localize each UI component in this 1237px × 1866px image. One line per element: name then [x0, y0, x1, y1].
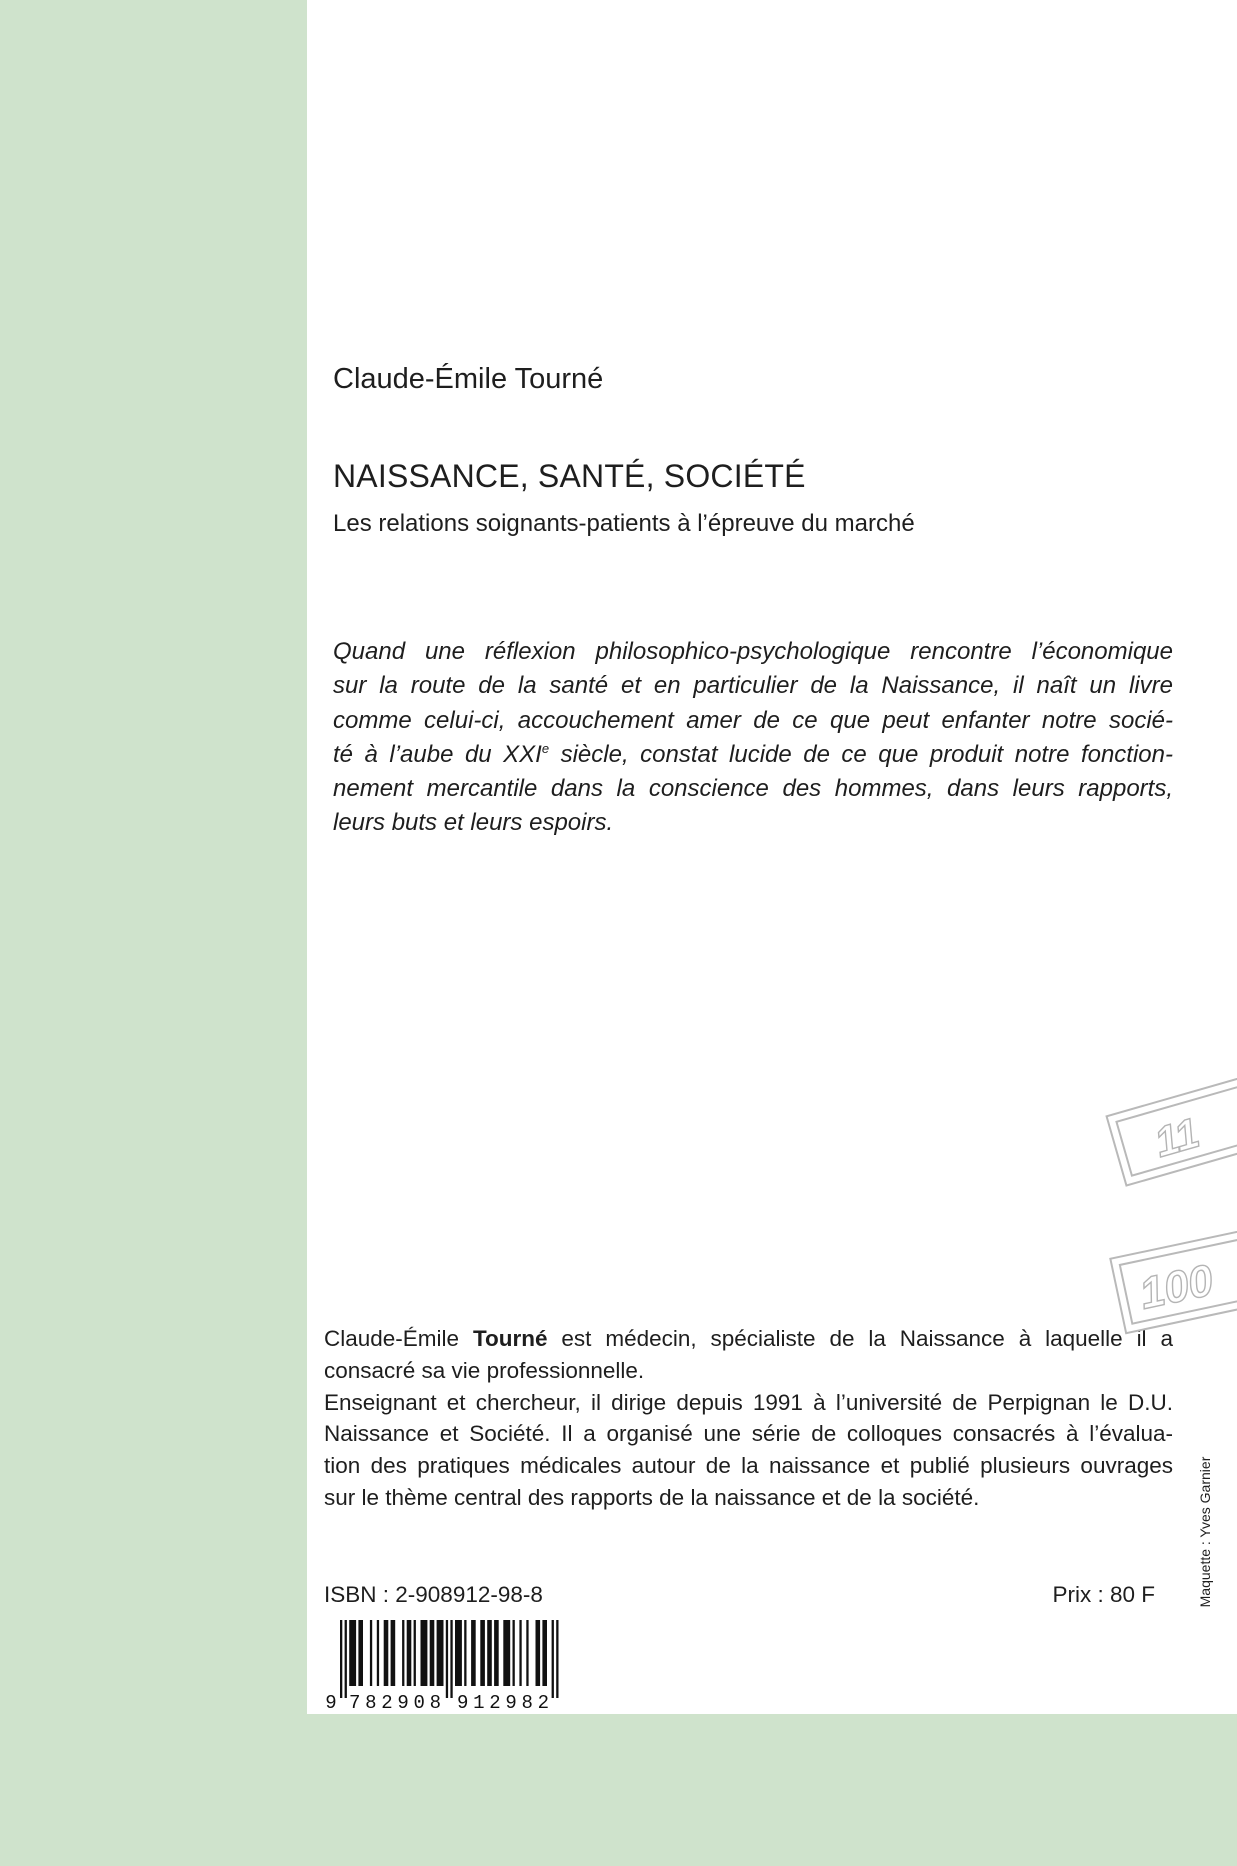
barcode-bar — [503, 1620, 510, 1686]
barcode-digits-right: 912982 — [457, 1692, 549, 1714]
barcode-bar — [542, 1620, 547, 1686]
barcode-bar — [455, 1620, 462, 1686]
barcode-bar — [494, 1620, 499, 1686]
bio-line-rest: est médecin, spécialiste de la Naissance à laquelle il a — [561, 1326, 1173, 1351]
barcode-bar — [430, 1620, 435, 1686]
barcode-bar — [450, 1620, 452, 1698]
barcode-bar — [437, 1620, 444, 1686]
barcode-bar — [519, 1620, 521, 1686]
barcode-bar — [370, 1620, 372, 1686]
blurb-line-end: siècle, constat lucide de ce que produit notre fonction- — [549, 740, 1173, 768]
bio-line: tion des pratiques médicales autour de la naissance et publié plusieurs ouvrages — [324, 1453, 1173, 1479]
barcode-bar — [487, 1620, 492, 1686]
stamp-bottom-number: 100 — [1135, 1255, 1218, 1319]
barcode-bar — [556, 1620, 558, 1698]
century-superscript: e — [541, 740, 550, 756]
bio-line: Enseignant et chercheur, il dirige depuis 1991 à l’université de Perpignan le D.U. — [324, 1389, 1173, 1415]
barcode-bar — [407, 1620, 412, 1686]
bio-name-first: Claude-Émile — [324, 1326, 460, 1351]
barcode — [324, 1620, 574, 1715]
barcode-bar — [391, 1620, 396, 1686]
barcode-bar — [536, 1620, 541, 1686]
blurb-line: Quand une réflexion philosophico-psychologique rencontre l’économique — [333, 638, 1173, 665]
blurb-line: sur la route de la santé et en particulier de la Naissance, il naît un livre — [333, 672, 1173, 700]
book-title: NAISSANCE, SANTÉ, SOCIÉTÉ — [333, 458, 806, 494]
barcode-bar — [513, 1620, 515, 1686]
barcode-bar — [464, 1620, 466, 1686]
blurb-line-start: té à l’aube du XXI — [333, 740, 542, 768]
barcode-bars — [340, 1620, 559, 1698]
author-bio — [324, 1323, 1173, 1514]
barcode-bar — [345, 1620, 347, 1698]
barcode-bar — [349, 1620, 356, 1686]
bio-line — [324, 1323, 1173, 1355]
stamp-top-number: 11 — [1149, 1108, 1205, 1166]
barcode-bar — [340, 1620, 342, 1698]
barcode-bar — [384, 1620, 389, 1686]
blurb-line: nement mercantile dans la conscience des hommes, dans leurs rapports, — [333, 775, 1173, 803]
barcode-bar — [402, 1620, 404, 1686]
barcode-bar — [377, 1620, 379, 1686]
bio-line: sur le thème central des rapports de la naissance et de la société. — [324, 1484, 980, 1510]
price: Prix : 80 F — [1052, 1582, 1155, 1607]
barcode-bar — [414, 1620, 416, 1686]
bio-line: consacré sa vie professionnelle. — [324, 1357, 645, 1383]
barcode-bar — [552, 1620, 554, 1698]
barcode-bar — [480, 1620, 485, 1686]
barcode-bar — [358, 1620, 363, 1686]
barcode-digits-left: 782908 — [349, 1692, 441, 1714]
bio-line: Naissance et Société. Il a organisé une série de colloques consacrés à l’évalua- — [324, 1421, 1173, 1447]
stamp-top — [1107, 1060, 1237, 1186]
barcode-bar — [526, 1620, 528, 1686]
barcode-bar — [421, 1620, 428, 1686]
barcode-digit-first: 9 — [325, 1692, 337, 1714]
book-subtitle: Les relations soignants-patients à l’épreuve du marché — [333, 510, 915, 537]
barcode-bar — [446, 1620, 448, 1698]
barcode-bar — [471, 1620, 476, 1686]
design-credit: Maquette : Yves Garnier — [1197, 1456, 1213, 1608]
bio-name-last: Tourné — [472, 1326, 548, 1351]
blurb — [333, 635, 1173, 841]
blurb-line: comme celui-ci, accouchement amer de ce que peut enfanter notre socié- — [333, 706, 1173, 734]
blurb-line — [333, 738, 1173, 772]
isbn: ISBN : 2-908912-98-8 — [324, 1582, 543, 1607]
stamp-bottom — [1110, 1216, 1237, 1334]
stamp-marks — [1095, 1060, 1237, 1350]
author-name: Claude-Émile Tourné — [333, 363, 604, 395]
blurb-line: leurs buts et leurs espoirs. — [333, 809, 614, 837]
isbn-row — [324, 1582, 1155, 1608]
